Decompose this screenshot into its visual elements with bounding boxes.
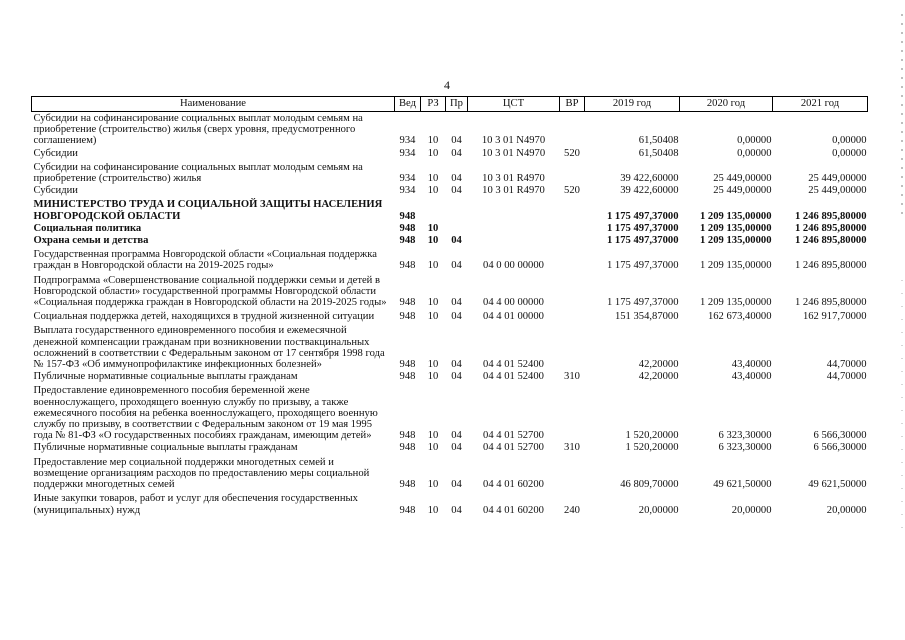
cell-name: Субсидии на софинансирование социальных выплат молодым семьям на приобретение (строительство) жилья (33, 161, 363, 185)
cell-2019: 1 175 497,37000 (606, 297, 679, 309)
cell-vr (560, 272, 585, 309)
cell-ved: 948 (399, 359, 416, 371)
cell-2021: 1 246 895,80000 (794, 235, 867, 247)
cell-2020: 49 621,50000 (713, 479, 772, 491)
table-header-row (32, 97, 868, 112)
cell-rz (421, 196, 446, 221)
cell-pr (446, 222, 468, 234)
cell-pr: 04 (451, 479, 462, 491)
table-row (32, 490, 868, 515)
cell-ved: 934 (399, 173, 416, 185)
table-row (32, 234, 868, 246)
table-row (32, 112, 868, 147)
cell-vr (560, 454, 585, 491)
cell-cst: 04 4 01 00000 (483, 311, 544, 323)
cell-vr (560, 308, 585, 322)
cell-name: Подпрограмма «Совершенствование социальной поддержки семьи и детей в Новгородской области» государственной программы Новгородской области «Социальная поддержка граждан в Новгородской области на 2019-2025 годы» (33, 274, 387, 309)
cell-2021: 49 621,50000 (808, 479, 867, 491)
table-row (32, 272, 868, 309)
cell-rz: 10 (427, 430, 439, 442)
cell-2019: 20,00000 (638, 504, 679, 516)
cell-pr: 04 (451, 311, 462, 323)
cell-2020: 1 209 135,00000 (699, 210, 772, 222)
cell-2021: 25 449,00000 (808, 185, 867, 197)
cell-2020: 25 449,00000 (713, 185, 772, 197)
cell-cst (468, 234, 560, 246)
table-row (32, 196, 868, 221)
cell-2019: 39 422,60000 (620, 173, 679, 185)
cell-2019: 61,50408 (638, 147, 679, 159)
table-row (32, 147, 868, 159)
cell-ved: 948 (399, 430, 416, 442)
cell-2019: 42,20000 (638, 359, 679, 371)
table-row (32, 308, 868, 322)
cell-pr: 04 (451, 147, 462, 159)
cell-rz: 10 (427, 504, 439, 516)
cell-vr (560, 159, 585, 184)
cell-cst: 04 4 01 60200 (483, 504, 544, 516)
cell-vr: 520 (564, 185, 580, 197)
table-row (32, 370, 868, 382)
cell-pr: 04 (451, 371, 462, 383)
cell-2020: 1 209 135,00000 (699, 260, 772, 272)
cell-vr (560, 246, 585, 271)
cell-rz: 10 (427, 147, 439, 159)
cell-ved: 934 (399, 135, 416, 147)
table-row (32, 454, 868, 491)
cell-2019: 61,50408 (638, 135, 679, 147)
cell-name: Государственная программа Новгородской области «Социальная поддержка граждан в Новгородской области на 2019-2025 годы» (33, 249, 377, 272)
cell-cst: 04 4 00 00000 (483, 297, 544, 309)
cell-2019: 39 422,60000 (620, 185, 679, 197)
cell-vr (560, 196, 585, 221)
cell-2021: 44,70000 (826, 359, 867, 371)
table-row (32, 159, 868, 184)
cell-2020: 1 209 135,00000 (699, 222, 772, 234)
header-2021: 2021 год (773, 97, 868, 112)
cell-name: Субсидии (33, 185, 78, 197)
cell-pr: 04 (451, 185, 462, 197)
header-ved: Вед (395, 97, 421, 112)
cell-pr: 04 (451, 504, 462, 516)
header-pr: Пр (446, 97, 468, 112)
cell-cst: 10 3 01 N4970 (481, 147, 546, 159)
cell-ved: 934 (399, 185, 416, 197)
cell-ved: 934 (399, 147, 416, 159)
cell-2020: 0,00000 (737, 147, 772, 159)
cell-cst: 04 4 01 52400 (483, 371, 544, 383)
cell-2021: 6 566,30000 (813, 430, 867, 442)
cell-name: Социальная поддержка детей, находящихся в трудной жизненной ситуации (33, 311, 375, 323)
cell-2019: 1 175 497,37000 (606, 235, 679, 247)
table-row (32, 441, 868, 453)
cell-2021: 1 246 895,80000 (794, 260, 867, 272)
cell-rz: 10 (427, 222, 439, 234)
cell-cst (468, 222, 560, 234)
cell-pr: 04 (451, 359, 462, 371)
cell-2019: 1 175 497,37000 (606, 210, 679, 222)
cell-cst: 10 3 01 R4970 (482, 185, 545, 197)
cell-2020: 0,00000 (737, 135, 772, 147)
cell-2021: 162 917,70000 (802, 311, 867, 323)
cell-pr: 04 (451, 297, 462, 309)
cell-pr: 04 (451, 442, 462, 454)
cell-2021: 0,00000 (832, 147, 867, 159)
cell-2019: 151 354,87000 (614, 311, 679, 323)
cell-2020: 6 323,30000 (718, 442, 772, 454)
cell-pr (446, 196, 468, 221)
scan-artifact (901, 280, 903, 540)
table-row (32, 322, 868, 370)
cell-2019: 1 175 497,37000 (606, 260, 679, 272)
cell-2020: 43,40000 (731, 359, 772, 371)
header-rz: РЗ (421, 97, 446, 112)
cell-ved: 948 (399, 371, 416, 383)
cell-name: Публичные нормативные социальные выплаты гражданам (33, 442, 298, 454)
cell-vr (560, 112, 585, 147)
cell-rz: 10 (427, 297, 439, 309)
cell-rz: 10 (427, 173, 439, 185)
header-2019: 2019 год (585, 97, 680, 112)
cell-cst: 04 4 01 52700 (483, 442, 544, 454)
cell-name: Социальная политика (33, 222, 142, 234)
cell-2020: 1 209 135,00000 (699, 297, 772, 309)
cell-pr: 04 (451, 260, 462, 272)
cell-ved: 948 (399, 297, 416, 309)
cell-pr: 04 (451, 430, 462, 442)
cell-ved: 948 (399, 260, 416, 272)
cell-name: Субсидии (33, 147, 78, 159)
cell-rz: 10 (427, 185, 439, 197)
cell-cst: 10 3 01 N4970 (481, 135, 546, 147)
cell-2021: 25 449,00000 (808, 173, 867, 185)
cell-name: Выплата государственного единовременного пособия и ежемесячной денежной компенсации гражданам при возникновении поствакцинальных осложнений в соответствии с Федеральным законом от 17 сентября 1998 года № 157-ФЗ «Об иммунопрофилактике инфекционных болезней» (33, 325, 385, 371)
cell-vr (560, 382, 585, 441)
cell-cst: 04 0 00 00000 (483, 260, 544, 272)
cell-2021: 1 246 895,80000 (794, 210, 867, 222)
cell-ved: 948 (399, 222, 416, 234)
cell-name: Охрана семьи и детства (33, 235, 149, 247)
cell-ved: 948 (399, 479, 416, 491)
scan-artifact (901, 14, 903, 214)
cell-vr (560, 222, 585, 234)
cell-2021: 6 566,30000 (813, 442, 867, 454)
cell-name: Иные закупки товаров, работ и услуг для обеспечения государственных (муниципальных) нужд (33, 493, 358, 516)
cell-ved: 948 (399, 504, 416, 516)
cell-2020: 43,40000 (731, 371, 772, 383)
cell-rz: 10 (427, 260, 439, 272)
table-body (32, 112, 868, 516)
cell-cst (468, 196, 560, 221)
cell-2019: 1 520,20000 (625, 442, 679, 454)
cell-cst: 04 4 01 52400 (483, 359, 544, 371)
cell-vr: 310 (564, 442, 580, 454)
table-row (32, 222, 868, 234)
cell-2020: 1 209 135,00000 (699, 235, 772, 247)
cell-2020: 20,00000 (731, 504, 772, 516)
cell-ved: 948 (399, 442, 416, 454)
cell-2019: 1 175 497,37000 (606, 222, 679, 234)
cell-2020: 25 449,00000 (713, 173, 772, 185)
header-vr: ВР (560, 97, 585, 112)
cell-cst: 04 4 01 52700 (483, 430, 544, 442)
cell-pr: 04 (451, 235, 462, 247)
page-number: 4 (444, 78, 450, 92)
cell-ved: 948 (399, 210, 416, 222)
header-name: Наименование (32, 97, 395, 112)
header-cst: ЦСТ (468, 97, 560, 112)
cell-2019: 1 520,20000 (625, 430, 679, 442)
budget-table (31, 96, 868, 516)
cell-2020: 162 673,40000 (707, 311, 772, 323)
cell-ved: 948 (399, 235, 416, 247)
cell-ved: 948 (399, 311, 416, 323)
cell-name: Субсидии на софинансирование социальных выплат молодым семьям на приобретение (строительство) жилья (сверх уровня, предусмотренного соглашением) (33, 113, 363, 147)
table-row (32, 246, 868, 271)
cell-name: Предоставление мер социальной поддержки многодетных семей и возмещение организациям расходов по предоставлению меры социальной поддержки многодетных семей (33, 456, 370, 491)
cell-pr: 04 (451, 135, 462, 147)
cell-rz: 10 (427, 135, 439, 147)
cell-vr: 310 (564, 371, 580, 383)
cell-vr (560, 322, 585, 370)
cell-2021: 1 246 895,80000 (794, 222, 867, 234)
cell-name: Предоставление единовременного пособия беременной жене военнослужащего, проходящего военную службу по призыву, а также ежемесячного пособия на ребенка военнослужащего, проходящего военную службу по призыву, в соответствии с Федеральным законом от 19 мая 1995 года № 81-ФЗ «О государственных пособиях гражданам, имеющим детей» (33, 385, 378, 442)
cell-2021: 44,70000 (826, 371, 867, 383)
cell-rz: 10 (427, 359, 439, 371)
cell-2021: 20,00000 (826, 504, 867, 516)
cell-rz: 10 (427, 442, 439, 454)
cell-pr: 04 (451, 173, 462, 185)
cell-2021: 1 246 895,80000 (794, 297, 867, 309)
cell-vr: 520 (564, 147, 580, 159)
cell-2019: 46 809,70000 (620, 479, 679, 491)
cell-name: Публичные нормативные социальные выплаты гражданам (33, 371, 298, 383)
cell-rz: 10 (427, 235, 439, 247)
cell-rz: 10 (427, 371, 439, 383)
cell-vr: 240 (564, 504, 580, 516)
cell-2020: 6 323,30000 (718, 430, 772, 442)
cell-name: МИНИСТЕРСТВО ТРУДА И СОЦИАЛЬНОЙ ЗАЩИТЫ НАСЕЛЕНИЯ НОВГОРОДСКОЙ ОБЛАСТИ (33, 199, 383, 222)
cell-2019: 42,20000 (638, 371, 679, 383)
cell-rz: 10 (427, 479, 439, 491)
header-2020: 2020 год (680, 97, 773, 112)
table-row (32, 184, 868, 196)
table-row (32, 382, 868, 441)
cell-vr (560, 234, 585, 246)
cell-rz: 10 (427, 311, 439, 323)
cell-2021: 0,00000 (832, 135, 867, 147)
cell-cst: 04 4 01 60200 (483, 479, 544, 491)
cell-cst: 10 3 01 R4970 (482, 173, 545, 185)
